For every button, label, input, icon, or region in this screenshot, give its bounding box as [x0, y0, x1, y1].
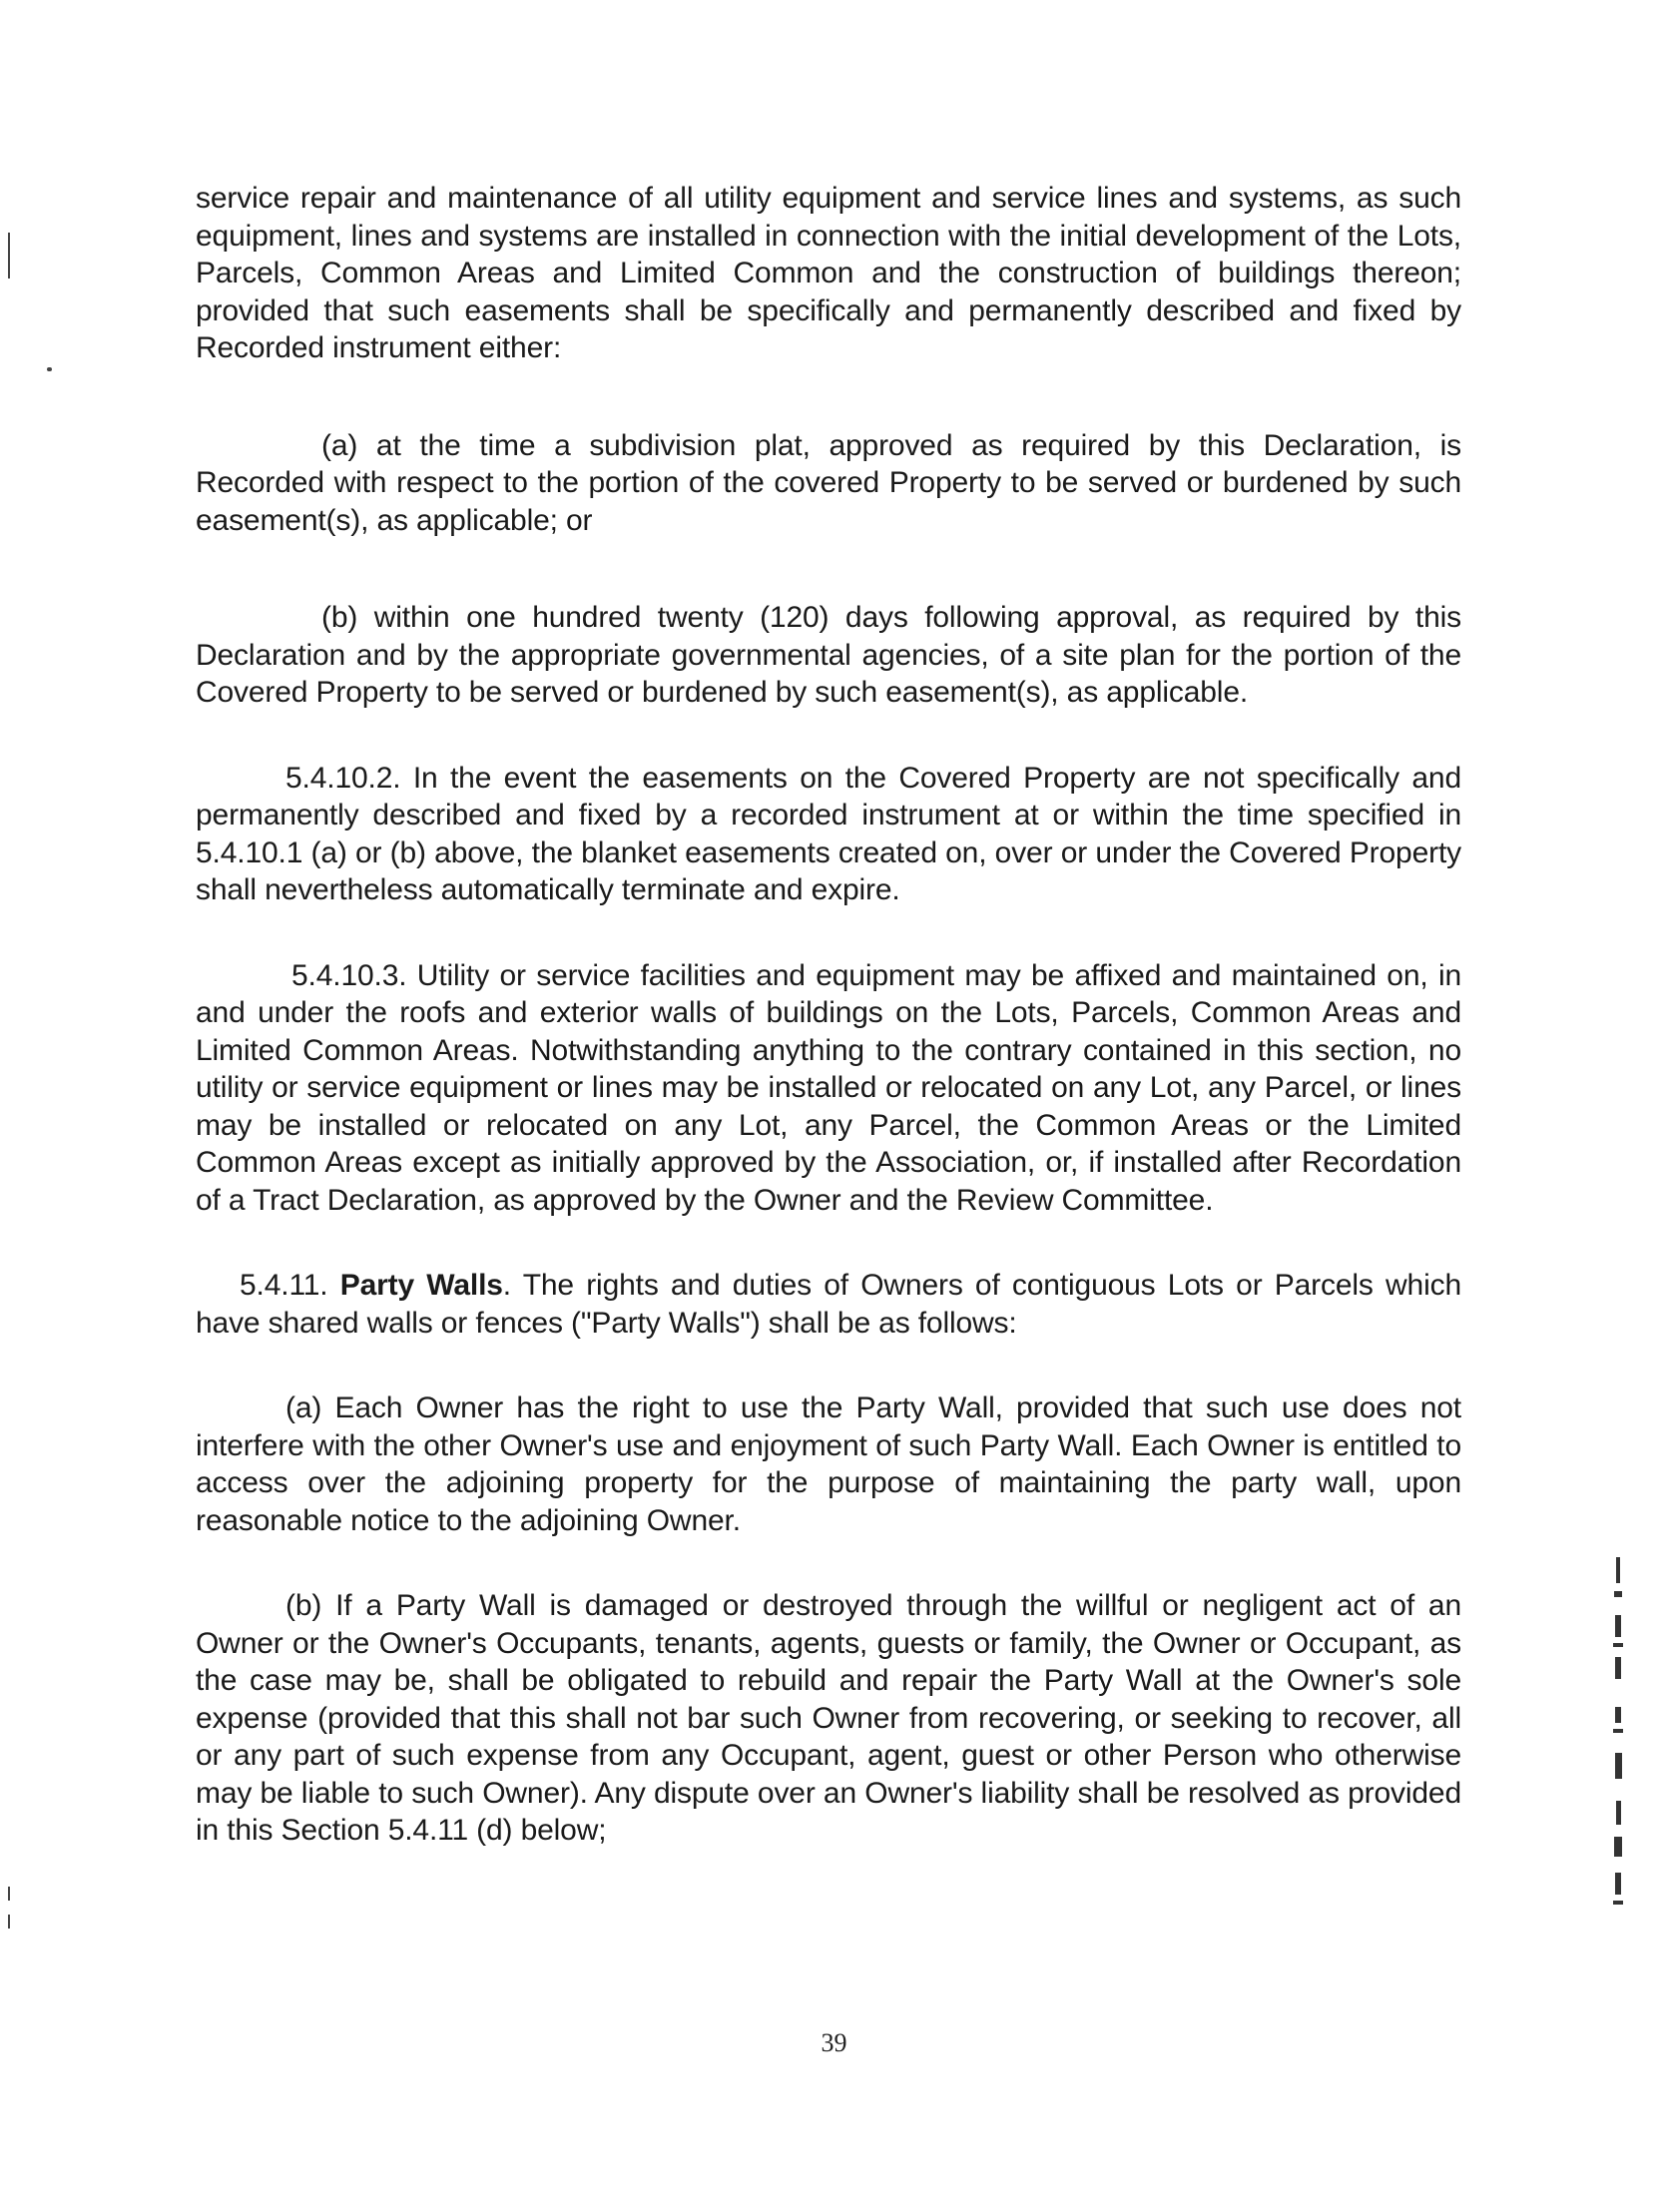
page-number: 39	[821, 2028, 847, 2057]
paragraph-5-4-10-3: 5.4.10.3. Utility or service facilities and equipment may be affixed and maintained on, in and under the roofs and exterior walls of buildings on the Lots, Parcels, Common Areas and Limited Common Areas. Notwithstanding anything to the contrary contained in this section, no utility or service equipment or lines may be installed or relocated on any Lot, any Parcel, or lines may be installed or relocated on any Lot, any Parcel, the Common Areas or the Limited Common Areas except as initially approved by the Association, or, if installed after Recordation of a Tract Declaration, as approved by the Owner and the Review Committee.	[196, 958, 1461, 1217]
section-text: . The rights and duties of Owners of contiguous Lots or Parcels which have shared walls or fences ("Party Walls") shall be as follows:	[196, 1269, 1461, 1340]
section-heading: Party Walls	[339, 1269, 503, 1302]
scan-margin-tick	[8, 1915, 10, 1929]
section-party-walls	[196, 1267, 1461, 1342]
scan-speck	[47, 367, 52, 371]
paragraph-5-4-10-2: 5.4.10.2. In the event the easements on the Covered Property are not specifically and permanently described and fixed by a recorded instrument at or within the time specified in 5.4.10.1 (a) or (b) above, the blanket easements created on, over or under the Covered Property shall nevertheless automatically terminate and expire.	[196, 761, 1461, 906]
paragraph-site-plan: (b) within one hundred twenty (120) days following approval, as required by this Declaration and by the appropriate governmental agencies, of a site plan for the portion of the Covered Property to be served or burdened by such easement(s), as applicable.	[196, 601, 1461, 709]
section-number: 5.4.11.	[240, 1269, 328, 1302]
paragraph-easement-description: service repair and maintenance of all utility equipment and service lines and systems, as such equipment, lines and systems are installed in connection with the initial development of the Lots, Parcels, Common Areas and Limited Common and the construction of buildings thereon; provided that such easements shall be specifically and permanently described and fixed by Recorded instrument either:	[196, 182, 1461, 364]
scan-margin-mark	[8, 233, 10, 278]
paragraph-subdivision-plat: (a) at the time a subdivision plat, approved as required by this Declaration, is Recorded with respect to the portion of the covered Property to be served or burdened by such easement(s), as applicable; or	[196, 428, 1461, 537]
paragraph-party-wall-a: (a) Each Owner has the right to use the Party Wall, provided that such use does not interfere with the other Owner's use and enjoyment of such Party Wall. Each Owner is entitled to access over the adjoining property for the purpose of maintaining the party wall, upon reasonable notice to the adjoining Owner.	[196, 1391, 1461, 1537]
document-body	[196, 180, 1461, 1850]
scan-margin-tick	[8, 1887, 10, 1901]
paragraph-party-wall-b: (b) If a Party Wall is damaged or destroyed through the willful or negligent act of an Owner or the Owner's Occupants, tenants, agents, guests or family, the Owner or Occupant, as the case may be, shall be obligated to rebuild and repair the Party Wall at the Owner's sole expense (provided that this shall not bar such Owner from recovering, or seeking to recover, all or any part of such expense from any Occupant, agent, guest or other Person who otherwise may be liable to such Owner). Any dispute over an Owner's liability shall be resolved as provided in this Section 5.4.11 (d) below;	[196, 1589, 1461, 1847]
recording-stamp-mark	[1607, 1557, 1631, 1917]
